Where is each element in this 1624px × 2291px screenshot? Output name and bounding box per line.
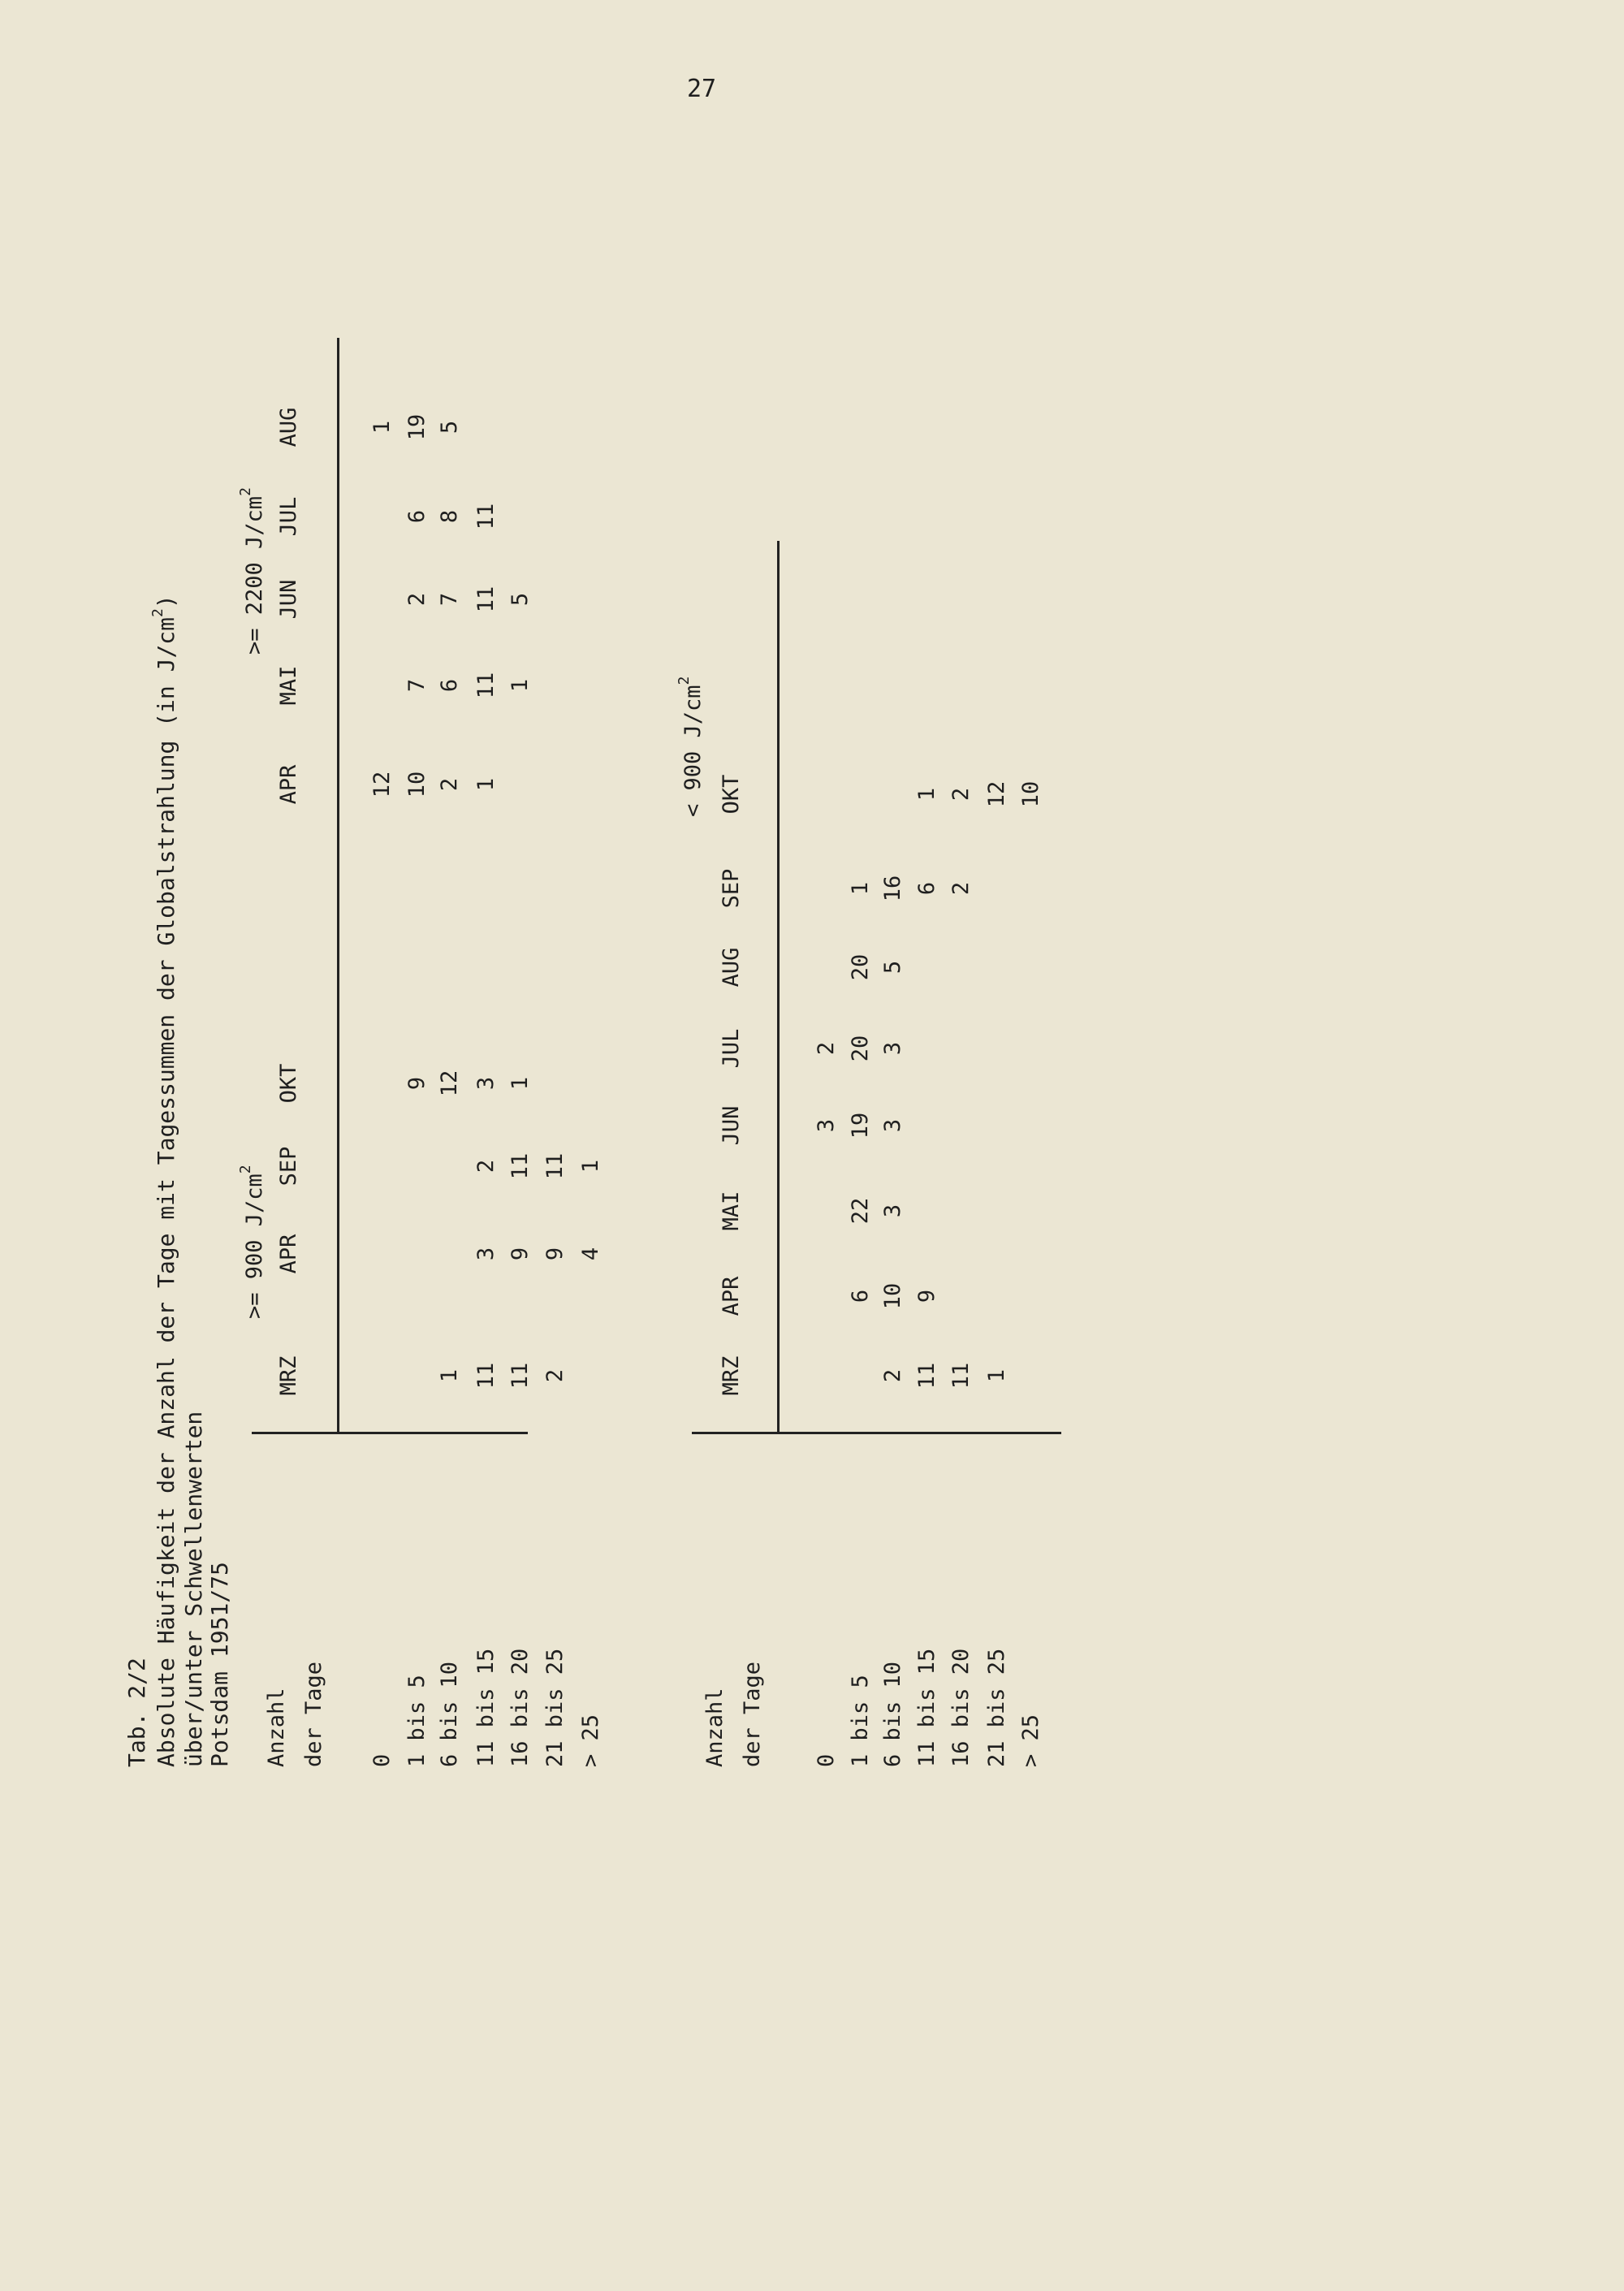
table-cell: 2 xyxy=(814,1041,839,1056)
header-rule xyxy=(337,338,339,1434)
table-cell: 9 xyxy=(404,1076,430,1091)
row-label-rule xyxy=(692,1432,1061,1434)
row-label: 11 bis 15 xyxy=(473,1648,499,1767)
table-cell: 2 xyxy=(948,787,974,802)
month-header: MRZ xyxy=(719,1355,744,1396)
table-label: Tab. 2/2 xyxy=(123,1658,150,1767)
table-cell: 12 xyxy=(984,780,1009,808)
row-label: 1 bis 5 xyxy=(848,1675,873,1767)
threshold-text: < 900 J/cm xyxy=(680,685,706,817)
table-cell: 2 xyxy=(437,777,462,792)
table-cell: 6 xyxy=(437,678,462,693)
table-cell: 19 xyxy=(848,1112,873,1139)
month-header: SEP xyxy=(276,1146,301,1187)
month-header: JUN xyxy=(276,579,301,620)
table-cell: 6 xyxy=(914,881,939,896)
table-cell: 10 xyxy=(1018,780,1043,808)
table-cell: 9 xyxy=(542,1247,568,1261)
threshold-text: >= 900 J/cm xyxy=(242,1174,267,1319)
table-cell: 1 xyxy=(508,1076,533,1091)
table-cell: 3 xyxy=(880,1118,905,1133)
caption-line-3: Potsdam 1951/75 xyxy=(206,1562,233,1767)
table-cell: 1 xyxy=(473,777,499,792)
threshold-label-below-900 xyxy=(676,676,706,817)
table-cell: 2 xyxy=(880,1368,905,1383)
table-cell: 2 xyxy=(948,881,974,896)
caption-text: Absolute Häufigkeit der Anzahl der Tage mit Tagessummen der Globalstrahlung (in J/cm xyxy=(153,616,179,1767)
table-cell: 11 xyxy=(508,1362,533,1390)
table-cell: 3 xyxy=(814,1118,839,1133)
row-label: 21 bis 25 xyxy=(542,1648,568,1767)
table-cell: 16 xyxy=(880,875,905,902)
threshold-superscript: 2 xyxy=(237,1165,254,1174)
table-cell: 1 xyxy=(437,1368,462,1383)
row-label: > 25 xyxy=(578,1714,603,1767)
row-label: 6 bis 10 xyxy=(880,1661,905,1767)
table-cell: 2 xyxy=(473,1159,499,1174)
table-cell: 11 xyxy=(473,503,499,530)
threshold-label-2200 xyxy=(237,487,267,655)
table-cell: 11 xyxy=(473,1362,499,1390)
threshold-superscript: 2 xyxy=(237,487,254,496)
month-header: MAI xyxy=(719,1191,744,1231)
table-cell: 7 xyxy=(437,592,462,607)
row-header-line-2: der Tage xyxy=(740,1661,765,1767)
table-cell: 11 xyxy=(914,1362,939,1390)
table-cell: 20 xyxy=(848,1035,873,1062)
table-cell: 2 xyxy=(542,1368,568,1383)
row-label-rule xyxy=(252,1432,528,1434)
month-header: JUN xyxy=(719,1105,744,1146)
month-header: JUL xyxy=(276,496,301,537)
month-header: APR xyxy=(276,764,301,805)
month-header: AUG xyxy=(719,947,744,988)
month-header: SEP xyxy=(719,868,744,909)
row-label: 11 bis 15 xyxy=(914,1648,939,1767)
table-cell: 3 xyxy=(880,1041,905,1056)
table-cell: 2 xyxy=(404,592,430,607)
row-label: > 25 xyxy=(1018,1714,1043,1767)
threshold-label-900 xyxy=(237,1165,267,1319)
table-cell: 3 xyxy=(473,1247,499,1261)
table-cell: 6 xyxy=(404,509,430,524)
caption-paren: ) xyxy=(153,594,179,609)
table-cell: 4 xyxy=(578,1247,603,1261)
caption-superscript: 2 xyxy=(149,608,166,617)
table-cell: 10 xyxy=(404,771,430,798)
table-cell: 11 xyxy=(473,586,499,613)
table-cell: 11 xyxy=(473,672,499,699)
row-label: 1 bis 5 xyxy=(404,1675,430,1767)
month-header: APR xyxy=(719,1276,744,1316)
table-cell: 10 xyxy=(880,1282,905,1310)
row-header-line-2: der Tage xyxy=(301,1661,326,1767)
month-header: APR xyxy=(276,1234,301,1274)
table-cell: 1 xyxy=(984,1368,1009,1383)
row-label: 6 bis 10 xyxy=(437,1661,462,1767)
table-cell: 5 xyxy=(437,420,462,434)
month-header: AUG xyxy=(276,407,301,447)
month-header: OKT xyxy=(719,774,744,815)
row-label: 0 xyxy=(814,1753,839,1767)
table-cell: 9 xyxy=(508,1247,533,1261)
caption-line-2: über/unter Schwellenwerten xyxy=(180,1411,207,1767)
table-cell: 12 xyxy=(369,771,395,798)
table-cell: 1 xyxy=(508,678,533,693)
table-cell: 11 xyxy=(508,1152,533,1180)
table-cell: 7 xyxy=(404,678,430,693)
row-label: 16 bis 20 xyxy=(948,1648,974,1767)
table-cell: 3 xyxy=(473,1076,499,1091)
table-cell: 5 xyxy=(880,960,905,975)
header-rule xyxy=(777,541,780,1434)
table-cell: 5 xyxy=(508,592,533,607)
table-cell: 11 xyxy=(948,1362,974,1390)
row-label: 16 bis 20 xyxy=(508,1648,533,1767)
table-cell: 20 xyxy=(848,953,873,981)
table-cell: 1 xyxy=(578,1159,603,1174)
table-cell: 12 xyxy=(437,1070,462,1097)
row-header-line-1: Anzahl xyxy=(702,1688,728,1767)
table-cell: 6 xyxy=(848,1289,873,1303)
row-label: 0 xyxy=(369,1753,395,1767)
month-header: OKT xyxy=(276,1063,301,1104)
page-number: 27 xyxy=(687,75,717,103)
threshold-superscript: 2 xyxy=(676,676,693,685)
table-cell: 1 xyxy=(369,420,395,434)
table-cell: 9 xyxy=(914,1289,939,1303)
row-header-line-1: Anzahl xyxy=(264,1688,289,1767)
row-label: 21 bis 25 xyxy=(984,1648,1009,1767)
caption-line-1 xyxy=(149,594,179,1767)
table-cell: 1 xyxy=(914,787,939,802)
table-cell: 22 xyxy=(848,1197,873,1225)
month-header: JUL xyxy=(719,1028,744,1069)
table-cell: 19 xyxy=(404,413,430,441)
table-cell: 1 xyxy=(848,881,873,896)
threshold-text: >= 2200 J/cm xyxy=(242,495,267,655)
month-header: MRZ xyxy=(276,1355,301,1396)
month-header: MAI xyxy=(276,665,301,706)
table-cell: 8 xyxy=(437,509,462,524)
table-cell: 3 xyxy=(880,1204,905,1218)
table-cell: 11 xyxy=(542,1152,568,1180)
